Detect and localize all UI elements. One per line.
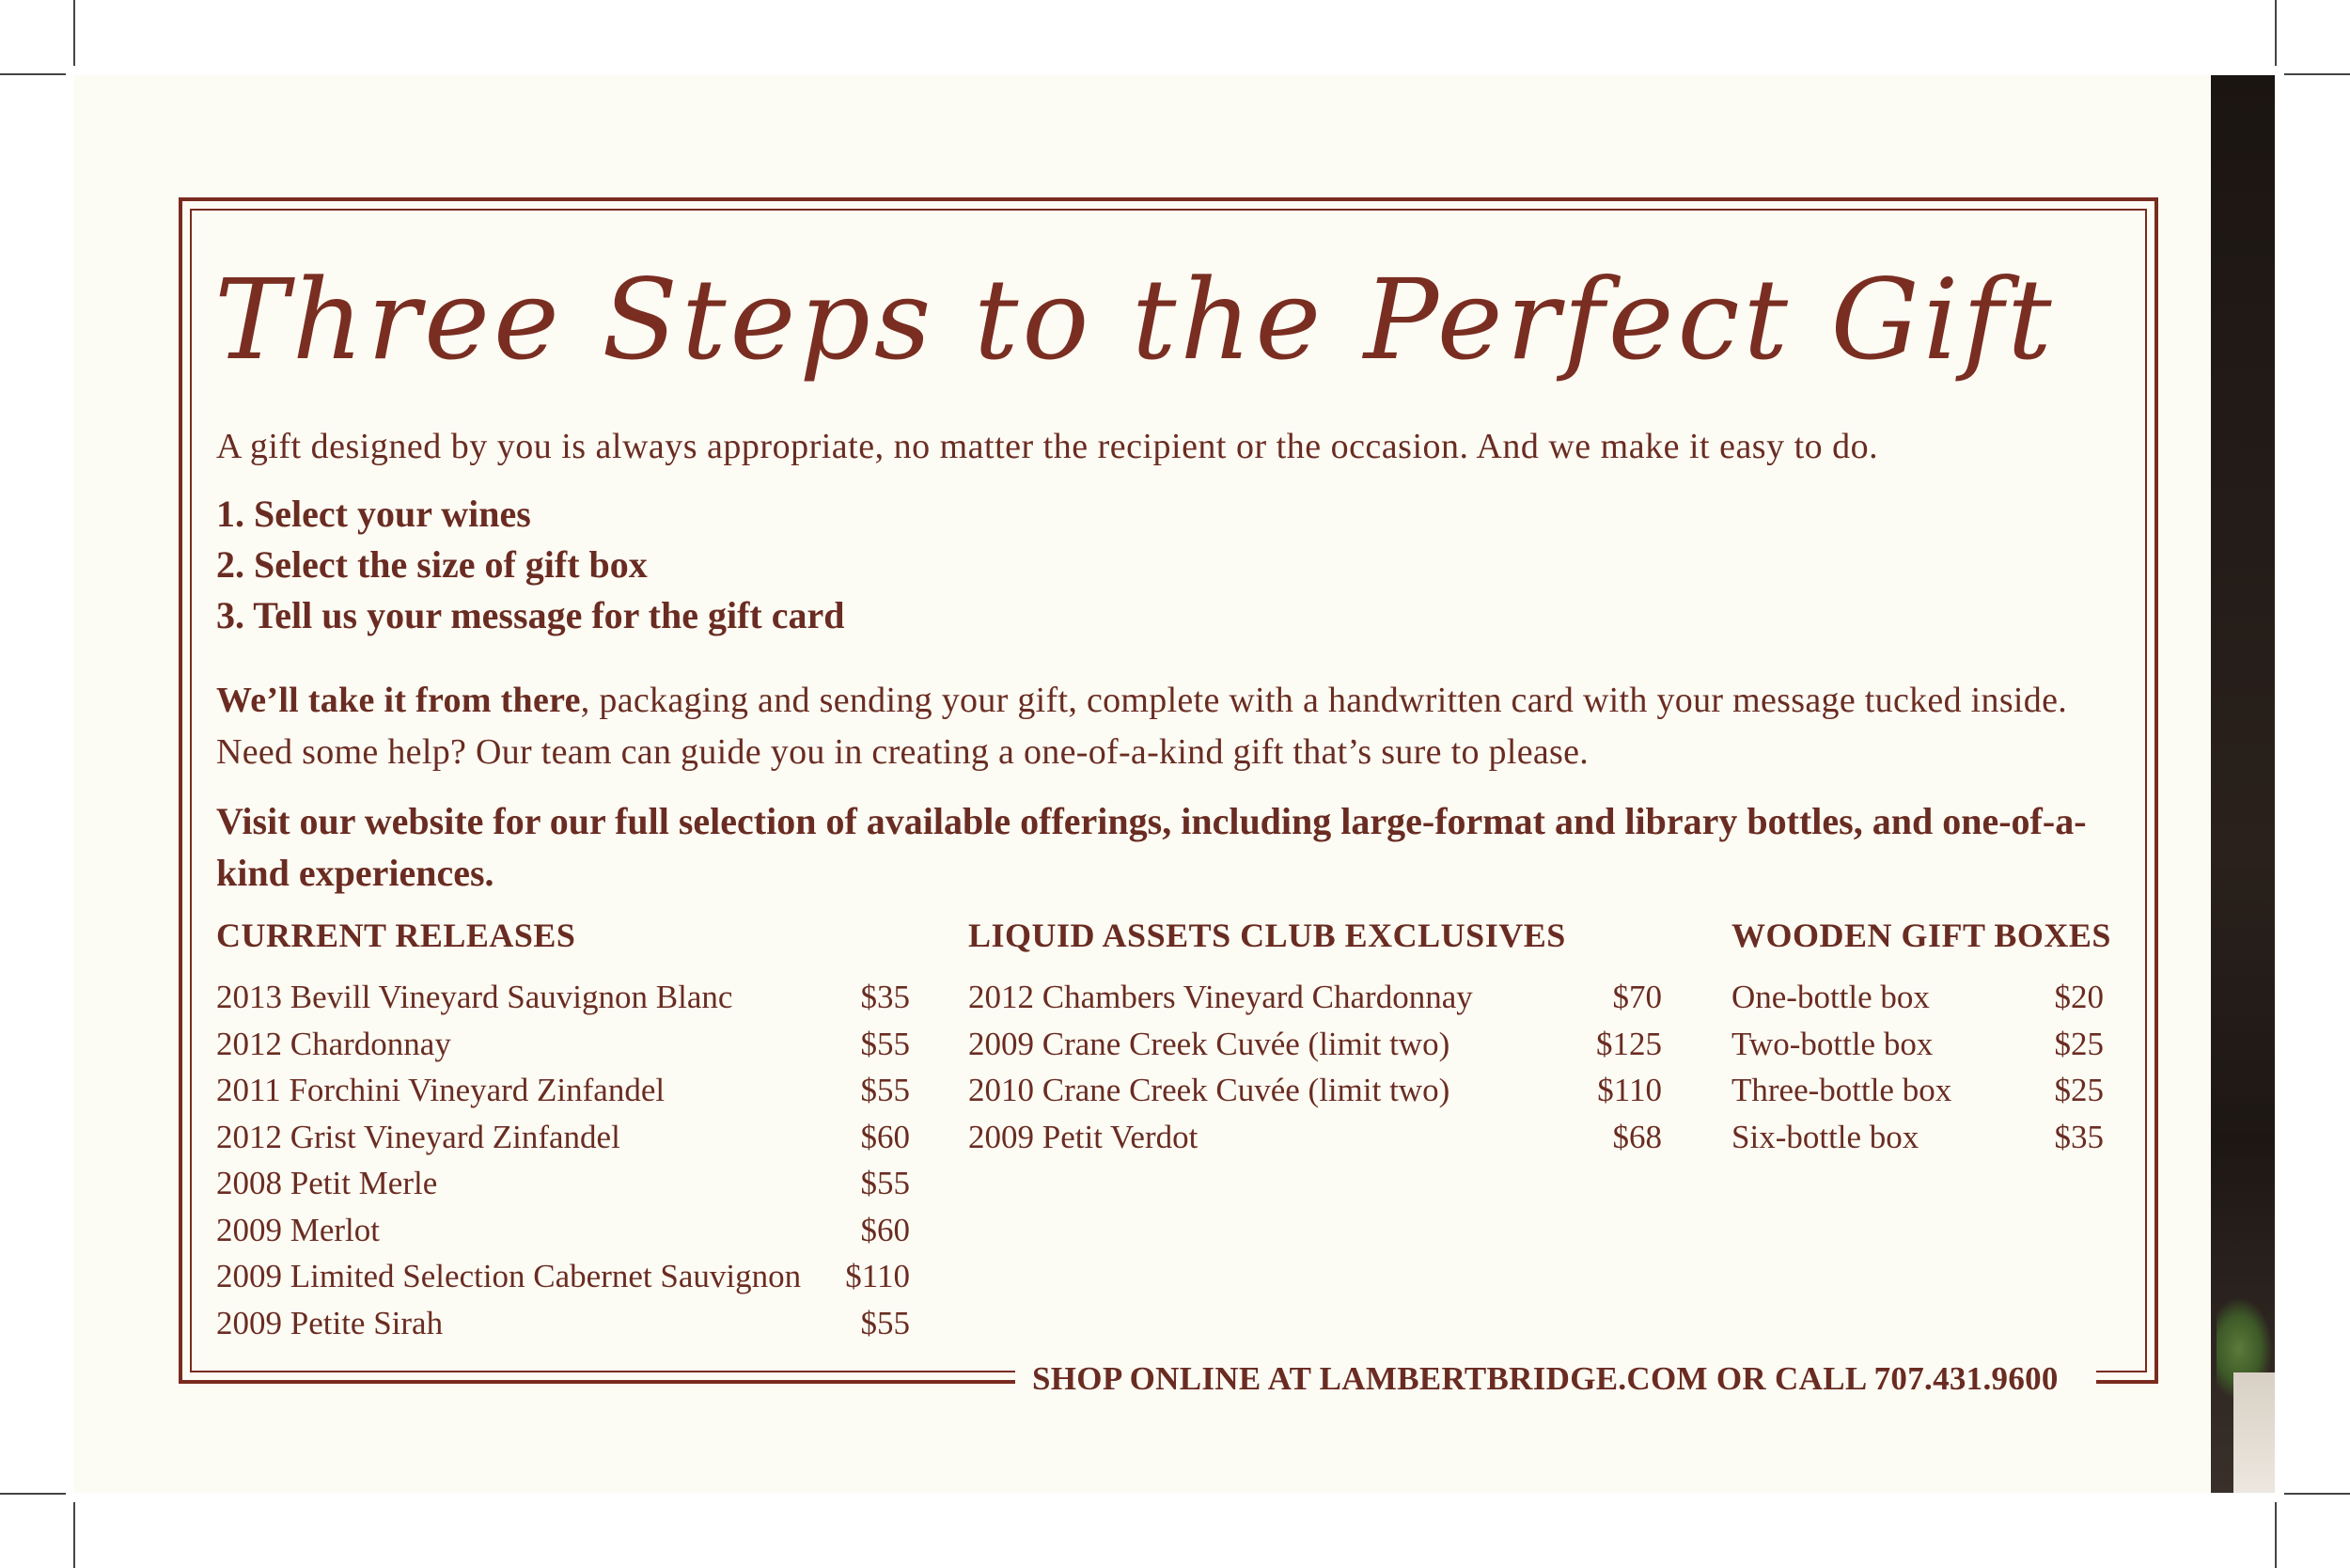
club-exclusives-column bbox=[968, 912, 1662, 1160]
wine-name: 2012 Chambers Vineyard Chardonnay bbox=[968, 979, 1473, 1015]
page-title: Three Steps to the Perfect Gift bbox=[214, 255, 2056, 384]
shop-online-footer: SHOP ONLINE AT LAMBERTBRIDGE.COM OR CALL 707.431.9600 bbox=[1032, 1360, 2059, 1397]
gift-boxes-heading: WOODEN GIFT BOXES bbox=[1731, 917, 2111, 954]
crop-mark bbox=[2275, 0, 2277, 66]
wine-name: 2011 Forchini Vineyard Zinfandel bbox=[216, 1072, 666, 1108]
price-row bbox=[1731, 974, 2104, 1021]
box-name: One-bottle box bbox=[1731, 979, 1930, 1015]
wine-price: $55 bbox=[860, 1072, 910, 1108]
wine-price: $125 bbox=[1596, 1025, 1662, 1062]
wine-name: 2009 Limited Selection Cabernet Sauvignon bbox=[216, 1258, 802, 1294]
price-row bbox=[1731, 1021, 2104, 1068]
crop-mark bbox=[73, 1502, 75, 1568]
box-name: Six-bottle box bbox=[1731, 1118, 1919, 1155]
box-price: $20 bbox=[2054, 979, 2104, 1015]
price-row bbox=[968, 974, 1662, 1021]
step-item: 3. Tell us your message for the gift card bbox=[216, 594, 845, 636]
wine-name: 2009 Crane Creek Cuvée (limit two) bbox=[968, 1025, 1450, 1062]
wine-price: $55 bbox=[860, 1304, 910, 1341]
wine-name: 2013 Bevill Vineyard Sauvignon Blanc bbox=[216, 979, 733, 1015]
step-item: 1. Select your wines bbox=[216, 493, 531, 535]
price-row bbox=[1731, 1067, 2104, 1114]
price-row bbox=[216, 1160, 910, 1207]
price-row bbox=[968, 1114, 1662, 1161]
step-item: 2. Select the size of gift box bbox=[216, 543, 648, 586]
intro-text: A gift designed by you is always appropriate, no matter the recipient or the occasion. And we make it easy to do. bbox=[216, 427, 1879, 466]
gift-boxes-column bbox=[1731, 912, 2111, 1160]
wine-name: 2009 Petit Verdot bbox=[968, 1118, 1198, 1155]
details-rest: , packaging and sending your gift, complete with a handwritten card with your message tucked inside. Need some help? Our team can guide you in creating a one-of-a-kind gift that’s sure to please. bbox=[216, 681, 2068, 772]
current-releases-heading: CURRENT RELEASES bbox=[216, 917, 576, 954]
price-row bbox=[968, 1067, 1662, 1114]
price-row bbox=[216, 1067, 910, 1114]
wine-price: $110 bbox=[1597, 1072, 1662, 1108]
current-releases-column bbox=[216, 912, 910, 1346]
wine-name: 2012 Chardonnay bbox=[216, 1025, 451, 1062]
crop-mark bbox=[2284, 1493, 2350, 1495]
price-row bbox=[216, 974, 910, 1021]
crop-mark bbox=[2275, 1502, 2277, 1568]
wine-name: 2009 Merlot bbox=[216, 1211, 381, 1248]
steps-list bbox=[216, 489, 1532, 641]
club-exclusives-heading: LIQUID ASSETS CLUB EXCLUSIVES bbox=[968, 917, 1566, 954]
price-row bbox=[968, 1021, 1662, 1068]
box-price: $25 bbox=[2054, 1072, 2104, 1108]
paper-image bbox=[2233, 1372, 2275, 1493]
box-price: $25 bbox=[2054, 1025, 2104, 1062]
details-paragraph bbox=[216, 675, 2134, 778]
crop-mark bbox=[73, 0, 75, 66]
photo-bleed-strip bbox=[2211, 75, 2275, 1493]
wine-price: $110 bbox=[845, 1258, 910, 1294]
visit-website-text: Visit our website for our full selection of available offerings, including large-format and library bottles, and one-of-a-kind experiences. bbox=[216, 800, 2087, 894]
crop-mark bbox=[2284, 73, 2350, 75]
details-lead: We’ll take it from there bbox=[216, 681, 581, 720]
box-name: Two-bottle box bbox=[1731, 1025, 1934, 1062]
wine-name: 2012 Grist Vineyard Zinfandel bbox=[216, 1118, 620, 1155]
wine-name: 2009 Petite Sirah bbox=[216, 1304, 444, 1341]
wine-price: $55 bbox=[860, 1025, 910, 1062]
crop-mark bbox=[0, 1493, 66, 1495]
price-row bbox=[1731, 1114, 2104, 1161]
price-row bbox=[216, 1021, 910, 1068]
price-row bbox=[216, 1300, 910, 1347]
box-name: Three-bottle box bbox=[1731, 1072, 1952, 1108]
price-row bbox=[216, 1253, 910, 1300]
wine-price: $70 bbox=[1612, 979, 1662, 1015]
wine-price: $55 bbox=[860, 1165, 910, 1201]
wine-price: $60 bbox=[860, 1118, 910, 1155]
box-price: $35 bbox=[2054, 1118, 2104, 1155]
price-row bbox=[216, 1207, 910, 1254]
wine-name: 2010 Crane Creek Cuvée (limit two) bbox=[968, 1072, 1450, 1108]
wine-price: $60 bbox=[860, 1211, 910, 1248]
price-row bbox=[216, 1114, 910, 1161]
wine-price: $35 bbox=[860, 979, 910, 1015]
wine-price: $68 bbox=[1612, 1118, 1662, 1155]
wine-name: 2008 Petit Merle bbox=[216, 1165, 438, 1201]
crop-mark bbox=[0, 73, 66, 75]
